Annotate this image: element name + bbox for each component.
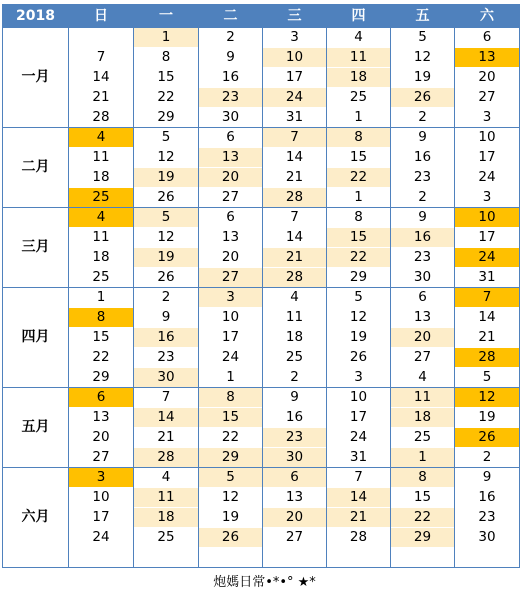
day-cell: 7	[69, 48, 134, 68]
day-cell: 16	[391, 228, 455, 248]
day-cell: 16	[263, 408, 327, 428]
day-cell: 3	[455, 188, 520, 208]
day-cell: 16	[134, 328, 199, 348]
day-cell: 6	[199, 208, 263, 228]
month-label: 一月	[3, 28, 69, 128]
day-cell: 30	[391, 268, 455, 288]
day-cell: 9	[134, 308, 199, 328]
day-cell	[263, 548, 327, 568]
day-cell: 5	[199, 468, 263, 488]
day-cell: 27	[199, 268, 263, 288]
day-cell: 26	[327, 348, 391, 368]
day-cell: 24	[455, 248, 520, 268]
day-cell: 23	[134, 348, 199, 368]
day-cell: 18	[391, 408, 455, 428]
day-cell	[134, 548, 199, 568]
calendar-table	[2, 4, 520, 568]
week-row	[3, 268, 520, 288]
day-cell: 31	[455, 268, 520, 288]
day-cell: 20	[455, 68, 520, 88]
day-cell: 10	[69, 488, 134, 508]
day-cell: 12	[199, 488, 263, 508]
weekday-header: 五	[391, 5, 455, 28]
day-cell: 14	[263, 148, 327, 168]
day-cell: 20	[199, 248, 263, 268]
week-row	[3, 528, 520, 548]
month-label: 六月	[3, 468, 69, 568]
day-cell	[199, 548, 263, 568]
day-cell: 19	[134, 248, 199, 268]
day-cell: 27	[391, 348, 455, 368]
day-cell: 3	[263, 28, 327, 48]
day-cell: 22	[134, 88, 199, 108]
day-cell: 29	[199, 448, 263, 468]
day-cell: 21	[134, 428, 199, 448]
day-cell: 24	[263, 88, 327, 108]
day-cell: 13	[263, 488, 327, 508]
day-cell: 30	[263, 448, 327, 468]
day-cell: 17	[199, 328, 263, 348]
day-cell	[327, 548, 391, 568]
day-cell: 12	[327, 308, 391, 328]
day-cell: 28	[263, 188, 327, 208]
day-cell: 30	[134, 368, 199, 388]
day-cell: 11	[263, 308, 327, 328]
day-cell: 24	[327, 428, 391, 448]
day-cell: 28	[263, 268, 327, 288]
day-cell: 1	[134, 28, 199, 48]
day-cell: 14	[263, 228, 327, 248]
day-cell: 13	[391, 308, 455, 328]
day-cell: 21	[263, 248, 327, 268]
week-row	[3, 248, 520, 268]
day-cell: 2	[455, 448, 520, 468]
day-cell: 12	[134, 228, 199, 248]
weekday-header: 一	[134, 5, 199, 28]
day-cell: 1	[327, 108, 391, 128]
day-cell: 13	[199, 148, 263, 168]
day-cell: 27	[69, 448, 134, 468]
header-row	[3, 5, 520, 28]
day-cell: 14	[455, 308, 520, 328]
footer-caption: 炮媽日常•*•° ★*	[213, 575, 316, 590]
day-cell: 2	[263, 368, 327, 388]
day-cell: 8	[327, 128, 391, 148]
day-cell: 24	[69, 528, 134, 548]
day-cell: 11	[327, 48, 391, 68]
week-row	[3, 428, 520, 448]
week-row	[3, 308, 520, 328]
day-cell: 3	[199, 288, 263, 308]
day-cell: 12	[134, 148, 199, 168]
day-cell: 5	[134, 128, 199, 148]
day-cell: 22	[327, 248, 391, 268]
day-cell: 17	[455, 148, 520, 168]
day-cell: 16	[199, 68, 263, 88]
day-cell	[391, 548, 455, 568]
week-row	[3, 348, 520, 368]
day-cell: 8	[391, 468, 455, 488]
week-row	[3, 168, 520, 188]
day-cell: 25	[263, 348, 327, 368]
day-cell	[69, 28, 134, 48]
day-cell: 13	[69, 408, 134, 428]
day-cell: 10	[327, 388, 391, 408]
day-cell: 31	[263, 108, 327, 128]
day-cell: 2	[391, 188, 455, 208]
week-row	[3, 128, 520, 148]
week-row	[3, 388, 520, 408]
day-cell: 17	[69, 508, 134, 528]
day-cell: 6	[199, 128, 263, 148]
weekday-header: 三	[263, 5, 327, 28]
day-cell: 2	[134, 288, 199, 308]
week-row	[3, 208, 520, 228]
day-cell: 29	[391, 528, 455, 548]
day-cell: 4	[69, 208, 134, 228]
day-cell: 22	[69, 348, 134, 368]
week-row	[3, 108, 520, 128]
week-row	[3, 328, 520, 348]
day-cell: 5	[455, 368, 520, 388]
day-cell: 28	[455, 348, 520, 368]
day-cell: 9	[391, 128, 455, 148]
day-cell: 28	[327, 528, 391, 548]
day-cell: 18	[134, 508, 199, 528]
day-cell: 17	[327, 408, 391, 428]
day-cell: 1	[69, 288, 134, 308]
day-cell: 16	[455, 488, 520, 508]
day-cell: 4	[263, 288, 327, 308]
day-cell: 12	[455, 388, 520, 408]
day-cell: 12	[391, 48, 455, 68]
day-cell: 26	[455, 428, 520, 448]
day-cell: 21	[455, 328, 520, 348]
day-cell: 16	[391, 148, 455, 168]
week-row	[3, 548, 520, 568]
day-cell: 27	[455, 88, 520, 108]
day-cell: 9	[263, 388, 327, 408]
day-cell: 10	[455, 208, 520, 228]
week-row	[3, 508, 520, 528]
day-cell: 5	[391, 28, 455, 48]
day-cell: 4	[69, 128, 134, 148]
day-cell	[69, 548, 134, 568]
day-cell: 3	[327, 368, 391, 388]
day-cell: 5	[327, 288, 391, 308]
week-row	[3, 228, 520, 248]
year-header: 2018	[3, 5, 69, 28]
day-cell: 23	[199, 88, 263, 108]
day-cell: 20	[199, 168, 263, 188]
day-cell: 9	[199, 48, 263, 68]
day-cell: 6	[391, 288, 455, 308]
day-cell: 20	[263, 508, 327, 528]
week-row	[3, 488, 520, 508]
day-cell: 22	[199, 428, 263, 448]
day-cell	[455, 548, 520, 568]
day-cell: 1	[391, 448, 455, 468]
month-label: 五月	[3, 388, 69, 468]
day-cell: 1	[327, 188, 391, 208]
week-row	[3, 368, 520, 388]
day-cell: 11	[69, 228, 134, 248]
day-cell: 28	[134, 448, 199, 468]
week-row	[3, 408, 520, 428]
day-cell: 13	[455, 48, 520, 68]
day-cell: 14	[69, 68, 134, 88]
day-cell: 26	[391, 88, 455, 108]
day-cell: 11	[134, 488, 199, 508]
week-row	[3, 68, 520, 88]
day-cell: 26	[134, 268, 199, 288]
day-cell: 7	[263, 128, 327, 148]
day-cell: 15	[199, 408, 263, 428]
day-cell: 19	[199, 508, 263, 528]
week-row	[3, 288, 520, 308]
day-cell: 15	[327, 148, 391, 168]
day-cell: 19	[134, 168, 199, 188]
day-cell: 25	[134, 528, 199, 548]
day-cell: 8	[134, 48, 199, 68]
day-cell: 5	[134, 208, 199, 228]
day-cell: 14	[327, 488, 391, 508]
day-cell: 9	[455, 468, 520, 488]
day-cell: 21	[69, 88, 134, 108]
day-cell: 29	[327, 268, 391, 288]
day-cell: 15	[69, 328, 134, 348]
month-label: 三月	[3, 208, 69, 288]
day-cell: 8	[327, 208, 391, 228]
day-cell: 3	[69, 468, 134, 488]
day-cell: 27	[199, 188, 263, 208]
day-cell: 30	[199, 108, 263, 128]
week-row	[3, 468, 520, 488]
week-row	[3, 88, 520, 108]
weekday-header: 六	[455, 5, 520, 28]
day-cell: 10	[199, 308, 263, 328]
day-cell: 18	[263, 328, 327, 348]
day-cell: 4	[391, 368, 455, 388]
day-cell: 24	[199, 348, 263, 368]
day-cell: 31	[327, 448, 391, 468]
day-cell: 21	[327, 508, 391, 528]
day-cell: 23	[455, 508, 520, 528]
day-cell: 2	[391, 108, 455, 128]
day-cell: 4	[134, 468, 199, 488]
month-label: 四月	[3, 288, 69, 388]
day-cell: 9	[391, 208, 455, 228]
day-cell: 7	[134, 388, 199, 408]
day-cell: 22	[327, 168, 391, 188]
day-cell: 15	[327, 228, 391, 248]
day-cell: 25	[327, 88, 391, 108]
day-cell: 11	[391, 388, 455, 408]
day-cell: 27	[263, 528, 327, 548]
day-cell: 19	[391, 68, 455, 88]
day-cell: 15	[391, 488, 455, 508]
day-cell: 1	[199, 368, 263, 388]
day-cell: 29	[134, 108, 199, 128]
day-cell: 30	[455, 528, 520, 548]
day-cell: 25	[69, 188, 134, 208]
day-cell: 23	[391, 248, 455, 268]
week-row	[3, 28, 520, 48]
day-cell: 17	[263, 68, 327, 88]
day-cell: 18	[69, 248, 134, 268]
weekday-header: 日	[69, 5, 134, 28]
month-label: 二月	[3, 128, 69, 208]
day-cell: 25	[69, 268, 134, 288]
week-row	[3, 48, 520, 68]
day-cell: 18	[327, 68, 391, 88]
day-cell: 20	[391, 328, 455, 348]
day-cell: 19	[455, 408, 520, 428]
day-cell: 23	[263, 428, 327, 448]
day-cell: 18	[69, 168, 134, 188]
week-row	[3, 148, 520, 168]
day-cell: 7	[263, 208, 327, 228]
day-cell: 4	[327, 28, 391, 48]
week-row	[3, 188, 520, 208]
day-cell: 10	[455, 128, 520, 148]
day-cell: 10	[263, 48, 327, 68]
day-cell: 8	[199, 388, 263, 408]
day-cell: 26	[134, 188, 199, 208]
day-cell: 22	[391, 508, 455, 528]
day-cell: 6	[69, 388, 134, 408]
day-cell: 7	[327, 468, 391, 488]
day-cell: 19	[327, 328, 391, 348]
day-cell: 2	[199, 28, 263, 48]
day-cell: 26	[199, 528, 263, 548]
weekday-header: 四	[327, 5, 391, 28]
day-cell: 7	[455, 288, 520, 308]
week-row	[3, 448, 520, 468]
day-cell: 6	[263, 468, 327, 488]
day-cell: 8	[69, 308, 134, 328]
day-cell: 23	[391, 168, 455, 188]
day-cell: 24	[455, 168, 520, 188]
day-cell: 28	[69, 108, 134, 128]
calendar-body	[3, 28, 520, 568]
day-cell: 29	[69, 368, 134, 388]
day-cell: 17	[455, 228, 520, 248]
day-cell: 13	[199, 228, 263, 248]
day-cell: 25	[391, 428, 455, 448]
day-cell: 20	[69, 428, 134, 448]
day-cell: 11	[69, 148, 134, 168]
day-cell: 3	[455, 108, 520, 128]
day-cell: 6	[455, 28, 520, 48]
day-cell: 15	[134, 68, 199, 88]
day-cell: 21	[263, 168, 327, 188]
weekday-header: 二	[199, 5, 263, 28]
day-cell: 14	[134, 408, 199, 428]
